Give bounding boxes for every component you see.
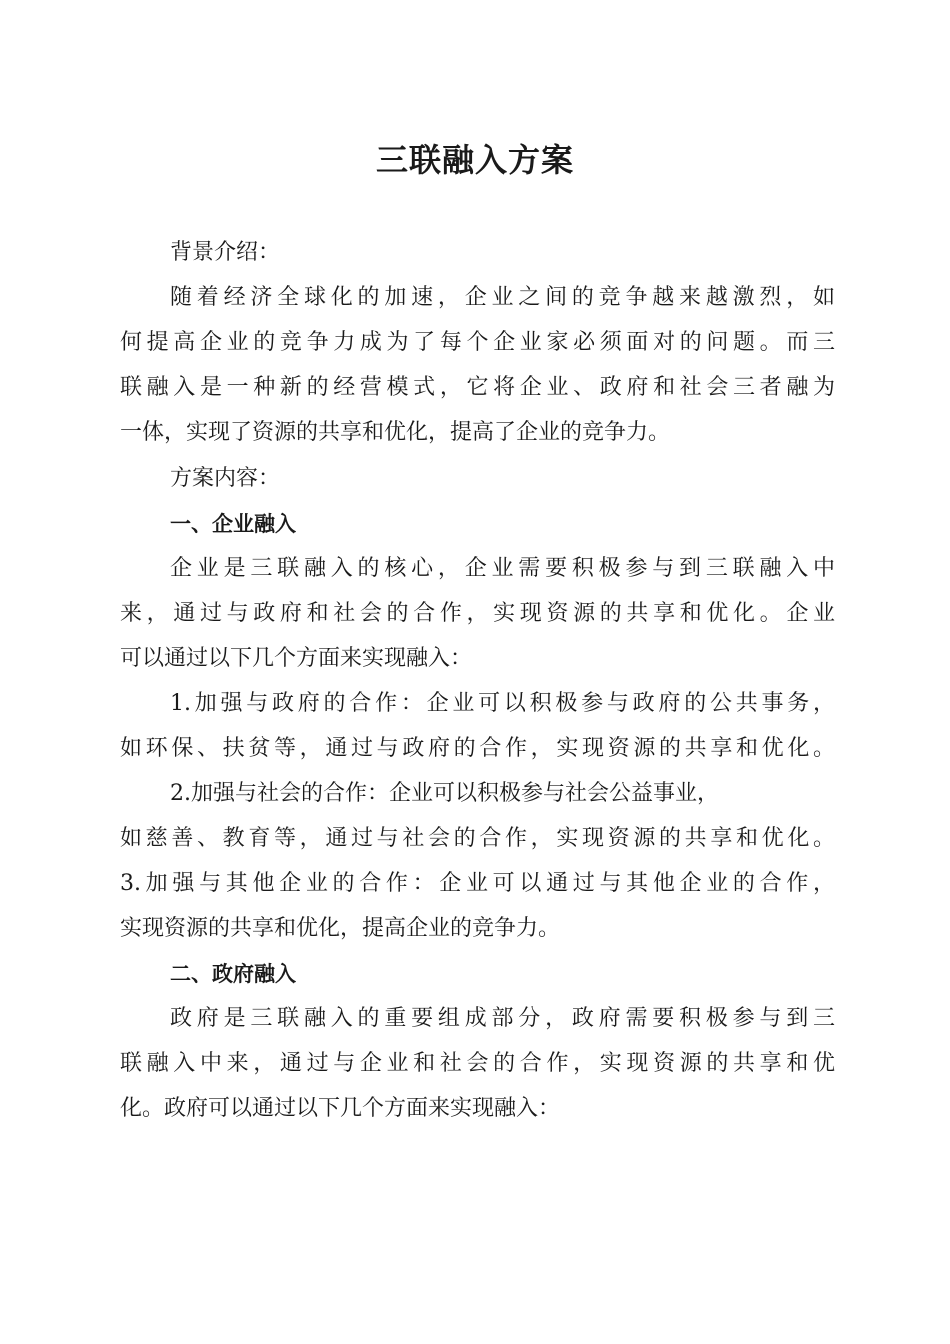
paragraph-line: 联融入中来，通过与企业和社会的合作，实现资源的共享和优 [120,1051,835,1076]
document-title: 三联融入方案 [375,141,574,179]
paragraph-line: 何提高企业的竞争力成为了每个企业家必须面对的问题。而三 [120,330,835,355]
section-label-content: 方案内容： [170,466,281,491]
paragraph-line: 随着经济全球化的加速，企业之间的竞争越来越激烈，如 [170,285,835,310]
list-item-3-cont: 实现资源的共享和优化，提高企业的竞争力。 [120,916,561,941]
section-label-background: 背景介绍： [170,240,281,265]
paragraph-line: 化。政府可以通过以下几个方面来实现融入： [120,1096,561,1121]
heading-enterprise: 一、企业融入 [170,512,296,536]
list-item-2: 2.加强与社会的合作：企业可以积极参与社会公益事业， [170,781,719,806]
paragraph-line: 联融入是一种新的经营模式，它将企业、政府和社会三者融为 [120,375,835,400]
list-item-2-cont: 如慈善、教育等，通过与社会的合作，实现资源的共享和优化。 [120,826,835,851]
paragraph-line: 一体，实现了资源的共享和优化，提高了企业的竞争力。 [120,420,671,445]
paragraph-line: 来，通过与政府和社会的合作，实现资源的共享和优化。企业 [120,601,835,626]
heading-government: 二、政府融入 [170,962,296,986]
paragraph-line: 政府是三联融入的重要组成部分，政府需要积极参与到三 [170,1006,835,1031]
paragraph-line: 可以通过以下几个方面来实现融入： [120,646,473,671]
list-item-1: 1.加强与政府的合作：企业可以积极参与政府的公共事务， [170,691,835,716]
list-item-1-cont: 如环保、扶贫等，通过与政府的合作，实现资源的共享和优化。 [120,736,835,761]
list-item-3: 3.加强与其他企业的合作：企业可以通过与其他企业的合作， [120,871,835,896]
paragraph-line: 企业是三联融入的核心，企业需要积极参与到三联融入中 [170,556,835,581]
